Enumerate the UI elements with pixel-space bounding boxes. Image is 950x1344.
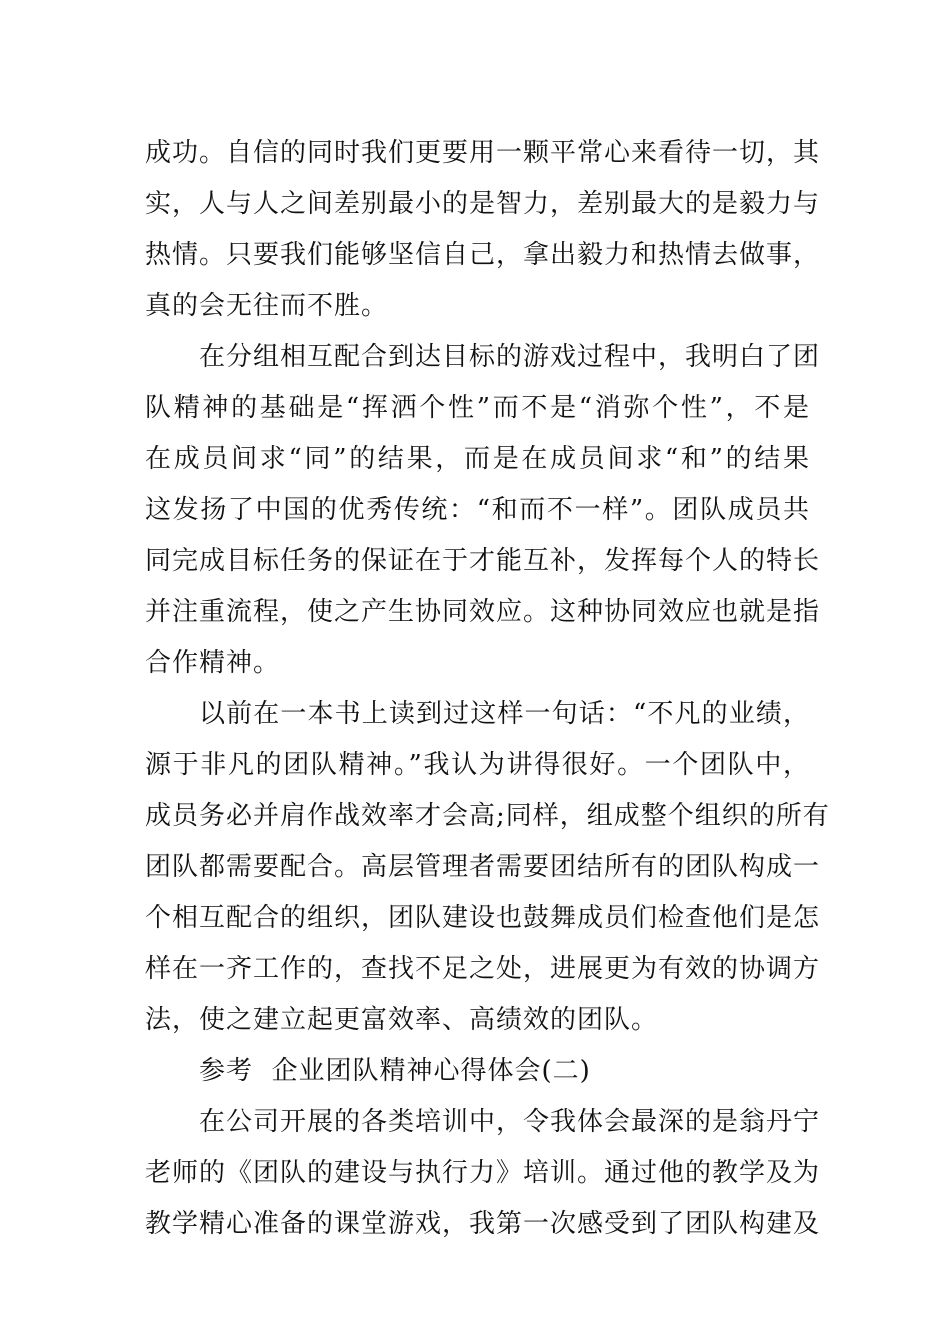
text-line: 个相互配合的组织，团队建设也鼓舞成员们检查他们是怎 (145, 903, 821, 933)
text-line: 在成员间求“同”的结果，而是在成员间求“和”的结果 (145, 444, 810, 474)
paragraph-2 (145, 332, 821, 689)
text-line: 真的会无往而不胜。 (145, 291, 389, 321)
text-line: 这发扬了中国的优秀传统：“和而不一样”。团队成员共 (145, 495, 810, 525)
section-title: 参考 企业团队精神心得体会(二) (199, 1056, 591, 1086)
text-line: 教学精心准备的课堂游戏，我第一次感受到了团队构建及 (145, 1209, 821, 1239)
text-line: 并注重流程，使之产生协同效应。这种协同效应也就是指 (145, 597, 821, 627)
text-line: 在分组相互配合到达目标的游戏过程中，我明白了团 (199, 342, 821, 372)
paragraph-3 (145, 689, 830, 1046)
document-body (145, 128, 830, 1250)
text-line: 样在一齐工作的，查找不足之处，进展更为有效的协调方 (145, 954, 821, 984)
text-line: 同完成目标任务的保证在于才能互补，发挥每个人的特长 (145, 546, 821, 576)
text-line: 成员务必并肩作战效率才会高;同样，组成整个组织的所有 (145, 801, 830, 831)
text-line: 老师的《团队的建设与执行力》培训。通过他的教学及为 (145, 1158, 821, 1188)
text-line: 源于非凡的团队精神。”我认为讲得很好。一个团队中， (145, 750, 810, 780)
text-line: 成功。自信的同时我们更要用一颗平常心来看待一切，其 (145, 138, 821, 168)
paragraph-4 (145, 1097, 821, 1250)
section-heading (145, 1046, 810, 1097)
text-line: 法，使之建立起更富效率、高绩效的团队。 (145, 1005, 659, 1035)
text-line: 在公司开展的各类培训中，令我体会最深的是翁丹宁 (199, 1107, 821, 1137)
text-line: 队精神的基础是“挥洒个性”而不是“消弥个性”，不是 (145, 393, 810, 423)
text-line: 实，人与人之间差别最小的是智力，差别最大的是毅力与 (145, 189, 821, 219)
text-line: 团队都需要配合。高层管理者需要团结所有的团队构成一 (145, 852, 821, 882)
text-line: 以前在一本书上读到过这样一句话：“不凡的业绩， (199, 699, 810, 729)
text-line: 热情。只要我们能够坚信自己，拿出毅力和热情去做事， (145, 240, 821, 270)
text-line: 合作精神。 (145, 648, 281, 678)
paragraph-1 (145, 128, 821, 332)
